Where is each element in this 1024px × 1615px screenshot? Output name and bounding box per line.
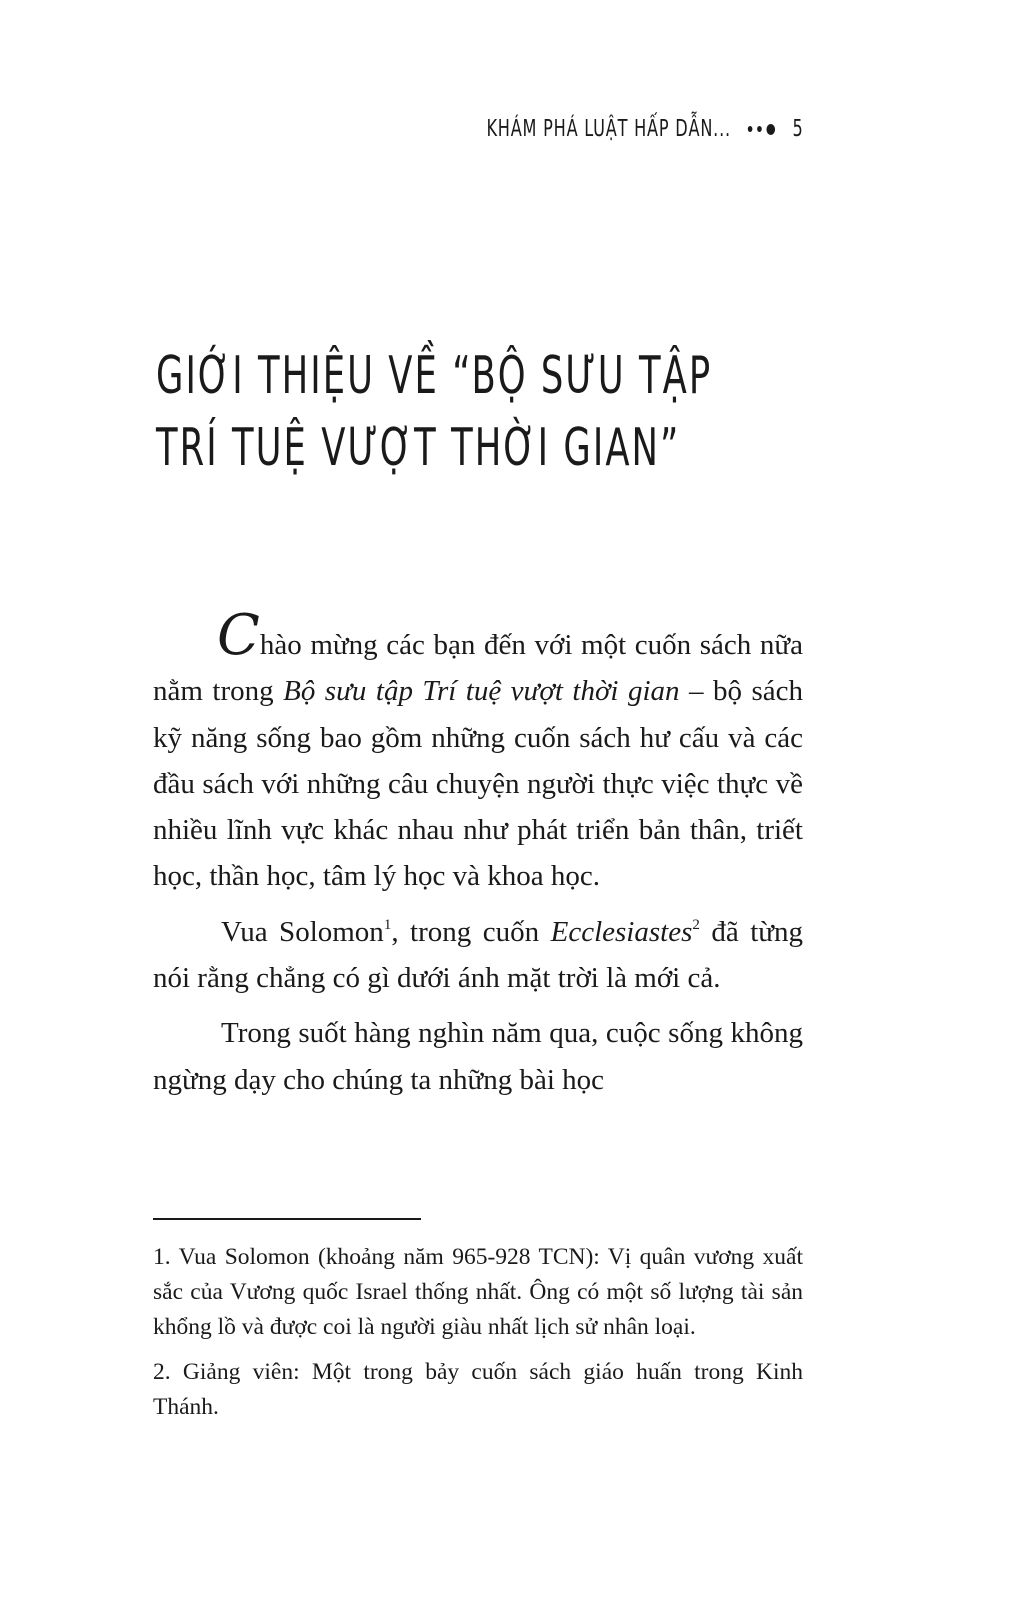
footnotes bbox=[153, 1240, 803, 1435]
bullet-dots-icon bbox=[748, 124, 775, 135]
book-title-ecclesiastes: Ecclesiastes bbox=[550, 915, 693, 948]
paragraph-2 bbox=[153, 909, 803, 1002]
running-title: KHÁM PHÁ LUẬT HẤP DẪN... bbox=[486, 116, 732, 142]
paragraph-2-text-b: , trong cuốn bbox=[391, 915, 551, 948]
series-title: Bộ sưu tập Trí tuệ vượt thời gian bbox=[283, 675, 680, 708]
paragraph-1-text-a: hào mừng các bạn đến với một cuốn sách nữa nằm trong bbox=[153, 629, 803, 708]
drop-cap: C bbox=[217, 603, 260, 668]
chapter-title-line-1: GIỚI THIỆU VỀ “BỘ SƯU TẬP bbox=[156, 346, 713, 406]
paragraph-2-text-c: đã từng nói rằng chẳng có gì dưới ánh mặt trời là mới cả. bbox=[153, 915, 803, 995]
dot-icon bbox=[767, 124, 776, 135]
paragraph-1-text-b: – bộ sách kỹ năng sống bao gồm những cuốn sách hư cấu và các đầu sách với những câu chuyện người thực việc thực về nhiều lĩnh vực khác nhau như phát triển bản thân, triết học, thần học, tâm lý học và khoa học. bbox=[153, 675, 804, 893]
body-text bbox=[153, 603, 804, 1112]
chapter-title bbox=[156, 340, 713, 484]
chapter-title-line-2: TRÍ TUỆ VƯỢT THỜI GIAN” bbox=[156, 418, 681, 478]
page-number: 5 bbox=[792, 116, 804, 142]
dot-icon bbox=[748, 126, 753, 132]
paragraph-1 bbox=[153, 603, 804, 900]
footnote-1: 1. Vua Solomon (khoảng năm 965-928 TCN): Vị quân vương xuất sắc của Vương quốc Israel thống nhất. Ông có một số lượng tài sản khổng lồ và được coi là người giàu nhất lịch sử nhân loại. bbox=[153, 1244, 803, 1340]
footnote-divider bbox=[153, 1218, 421, 1220]
dot-icon bbox=[758, 126, 763, 132]
footnote-2: 2. Giảng viên: Một trong bảy cuốn sách giáo huấn trong Kinh Thánh. bbox=[153, 1359, 803, 1420]
footnote-ref-1: 1 bbox=[383, 916, 392, 933]
paragraph-2-text-a: Vua Solomon bbox=[221, 915, 384, 948]
running-header bbox=[487, 116, 804, 142]
footnote-ref-2: 2 bbox=[692, 916, 700, 933]
paragraph-3: Trong suốt hàng nghìn năm qua, cuộc sống không ngừng dạy cho chúng ta những bài học bbox=[153, 1017, 803, 1096]
